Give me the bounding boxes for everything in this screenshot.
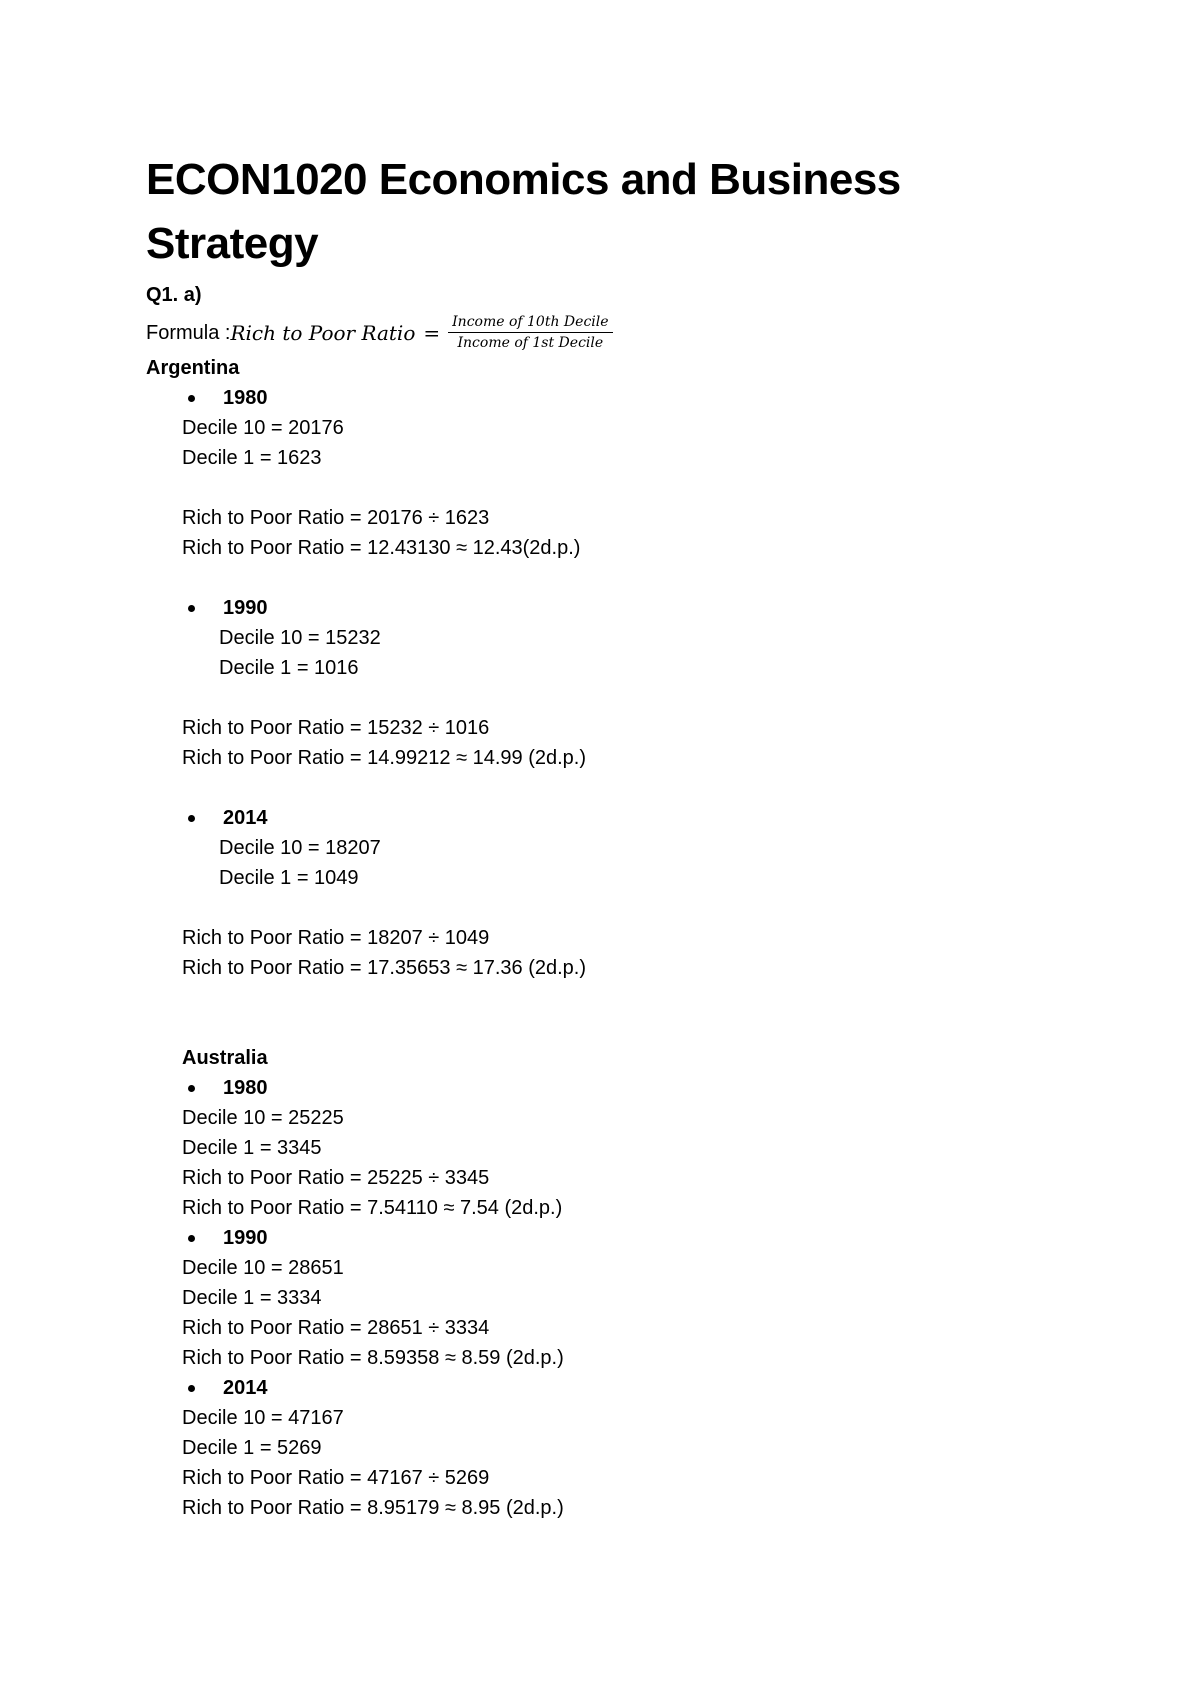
- document-title: [146, 148, 1106, 276]
- bullet-australia-2014: [146, 1373, 1106, 1403]
- formula-fraction: [448, 312, 612, 353]
- argentina-2014-calc: Rich to Poor Ratio = 18207 ÷ 1049: [182, 927, 490, 949]
- country-australia: Australia: [182, 1047, 268, 1069]
- bullet-dot-icon: [188, 605, 195, 612]
- australia-1990-d1: Decile 1 = 3334: [182, 1287, 322, 1309]
- australia-1980-d10: Decile 10 = 25225: [182, 1107, 344, 1129]
- year-label: 2014: [223, 807, 268, 829]
- year-label: 2014: [223, 1377, 268, 1399]
- question-label: Q1. a): [146, 284, 202, 306]
- australia-2014-d1: Decile 1 = 5269: [182, 1437, 322, 1459]
- australia-1990-result: Rich to Poor Ratio = 8.59358 ≈ 8.59 (2d.p.): [182, 1347, 564, 1369]
- argentina-1980-d10: Decile 10 = 20176: [182, 417, 344, 439]
- argentina-1990-calc: Rich to Poor Ratio = 15232 ÷ 1016: [182, 717, 490, 739]
- bullet-argentina-1990: [146, 593, 1106, 623]
- australia-2014-calc: Rich to Poor Ratio = 47167 ÷ 5269: [182, 1467, 490, 1489]
- bullet-dot-icon: [188, 1385, 195, 1392]
- formula-equals: =: [423, 320, 441, 345]
- bullet-argentina-2014: [146, 803, 1106, 833]
- argentina-1980-result: Rich to Poor Ratio = 12.43130 ≈ 12.43(2d.p.): [182, 537, 581, 559]
- title-line-2: Strategy: [146, 219, 319, 268]
- document-page: [146, 148, 1106, 1523]
- bullet-dot-icon: [188, 1085, 195, 1092]
- bullet-argentina-1980: [146, 383, 1106, 413]
- country-argentina: Argentina: [146, 357, 240, 379]
- bullet-dot-icon: [188, 815, 195, 822]
- bullet-australia-1980: [146, 1073, 1106, 1103]
- argentina-2014-result: Rich to Poor Ratio = 17.35653 ≈ 17.36 (2d.p.): [182, 957, 587, 979]
- bullet-australia-1990: [146, 1223, 1106, 1253]
- argentina-2014-d1: Decile 1 = 1049: [219, 867, 359, 889]
- argentina-2014-d10: Decile 10 = 18207: [219, 837, 381, 859]
- australia-2014-d10: Decile 10 = 47167: [182, 1407, 344, 1429]
- australia-1980-calc: Rich to Poor Ratio = 25225 ÷ 3345: [182, 1167, 490, 1189]
- year-label: 1980: [223, 387, 268, 409]
- formula-lhs: Rich to Poor Ratio: [230, 320, 416, 345]
- formula-numerator: Income of 10th Decile: [448, 312, 612, 333]
- year-label: 1980: [223, 1077, 268, 1099]
- australia-1990-d10: Decile 10 = 28651: [182, 1257, 344, 1279]
- year-label: 1990: [223, 1227, 268, 1249]
- year-label: 1990: [223, 597, 268, 619]
- argentina-1980-d1: Decile 1 = 1623: [182, 447, 322, 469]
- argentina-1990-d10: Decile 10 = 15232: [219, 627, 381, 649]
- formula-label: Formula :: [146, 321, 231, 344]
- argentina-1980-calc: Rich to Poor Ratio = 20176 ÷ 1623: [182, 507, 490, 529]
- argentina-1990-result: Rich to Poor Ratio = 14.99212 ≈ 14.99 (2d.p.): [182, 747, 587, 769]
- formula-denominator: Income of 1st Decile: [457, 335, 604, 351]
- australia-2014-result: Rich to Poor Ratio = 8.95179 ≈ 8.95 (2d.p.): [182, 1497, 564, 1519]
- australia-1990-calc: Rich to Poor Ratio = 28651 ÷ 3334: [182, 1317, 490, 1339]
- bullet-dot-icon: [188, 1235, 195, 1242]
- title-line-1: ECON1020 Economics and Business: [146, 155, 901, 204]
- argentina-1990-d1: Decile 1 = 1016: [219, 657, 359, 679]
- australia-1980-d1: Decile 1 = 3345: [182, 1137, 322, 1159]
- formula: [146, 312, 1106, 353]
- australia-1980-result: Rich to Poor Ratio = 7.54110 ≈ 7.54 (2d.p.): [182, 1197, 563, 1219]
- bullet-dot-icon: [188, 395, 195, 402]
